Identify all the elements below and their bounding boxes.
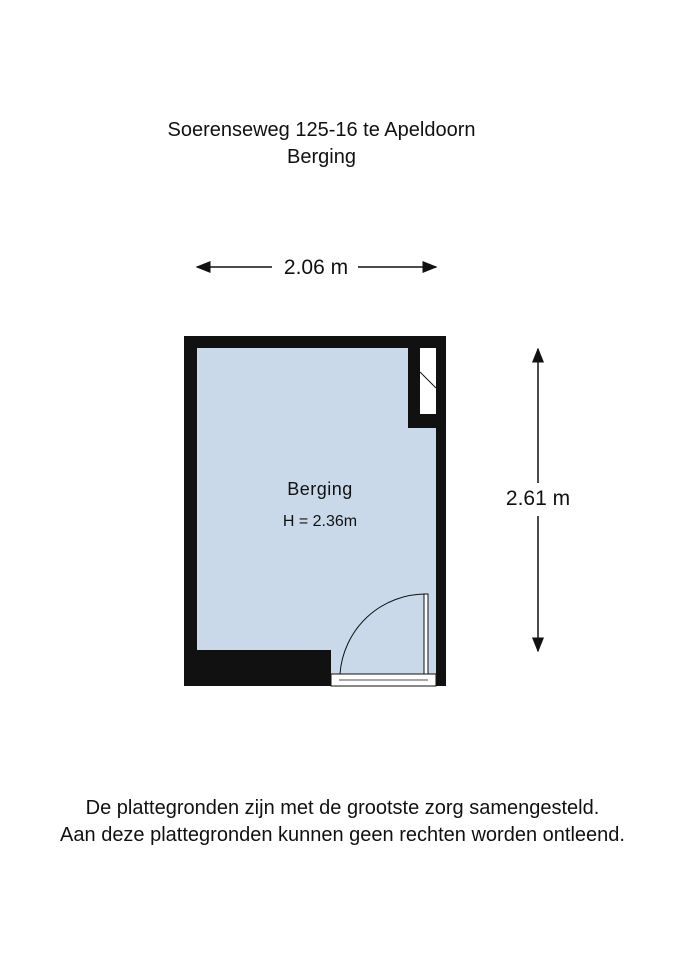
height-dimension-label: 2.61 m — [500, 486, 576, 512]
plan-address-title: Soerenseweg 125-16 te Apeldoorn — [167, 119, 476, 141]
room-floor — [197, 347, 437, 677]
wall-top — [184, 336, 446, 348]
shaft-inner — [420, 348, 436, 414]
room-name-label: Berging — [287, 479, 353, 499]
wall-bottom — [184, 650, 331, 686]
disclaimer-line-2: Aan deze plattegronden kunnen geen rechten worden ontleend. — [60, 824, 625, 846]
wall-left — [184, 336, 197, 686]
disclaimer-line-1: De plattegronden zijn met de grootste zorg samengesteld. — [85, 797, 600, 819]
door-leaf — [424, 594, 428, 674]
width-dimension-label: 2.06 m — [275, 255, 357, 281]
plan-floor-title: Berging — [287, 146, 356, 168]
room-height-label: H = 2.36m — [282, 513, 358, 530]
